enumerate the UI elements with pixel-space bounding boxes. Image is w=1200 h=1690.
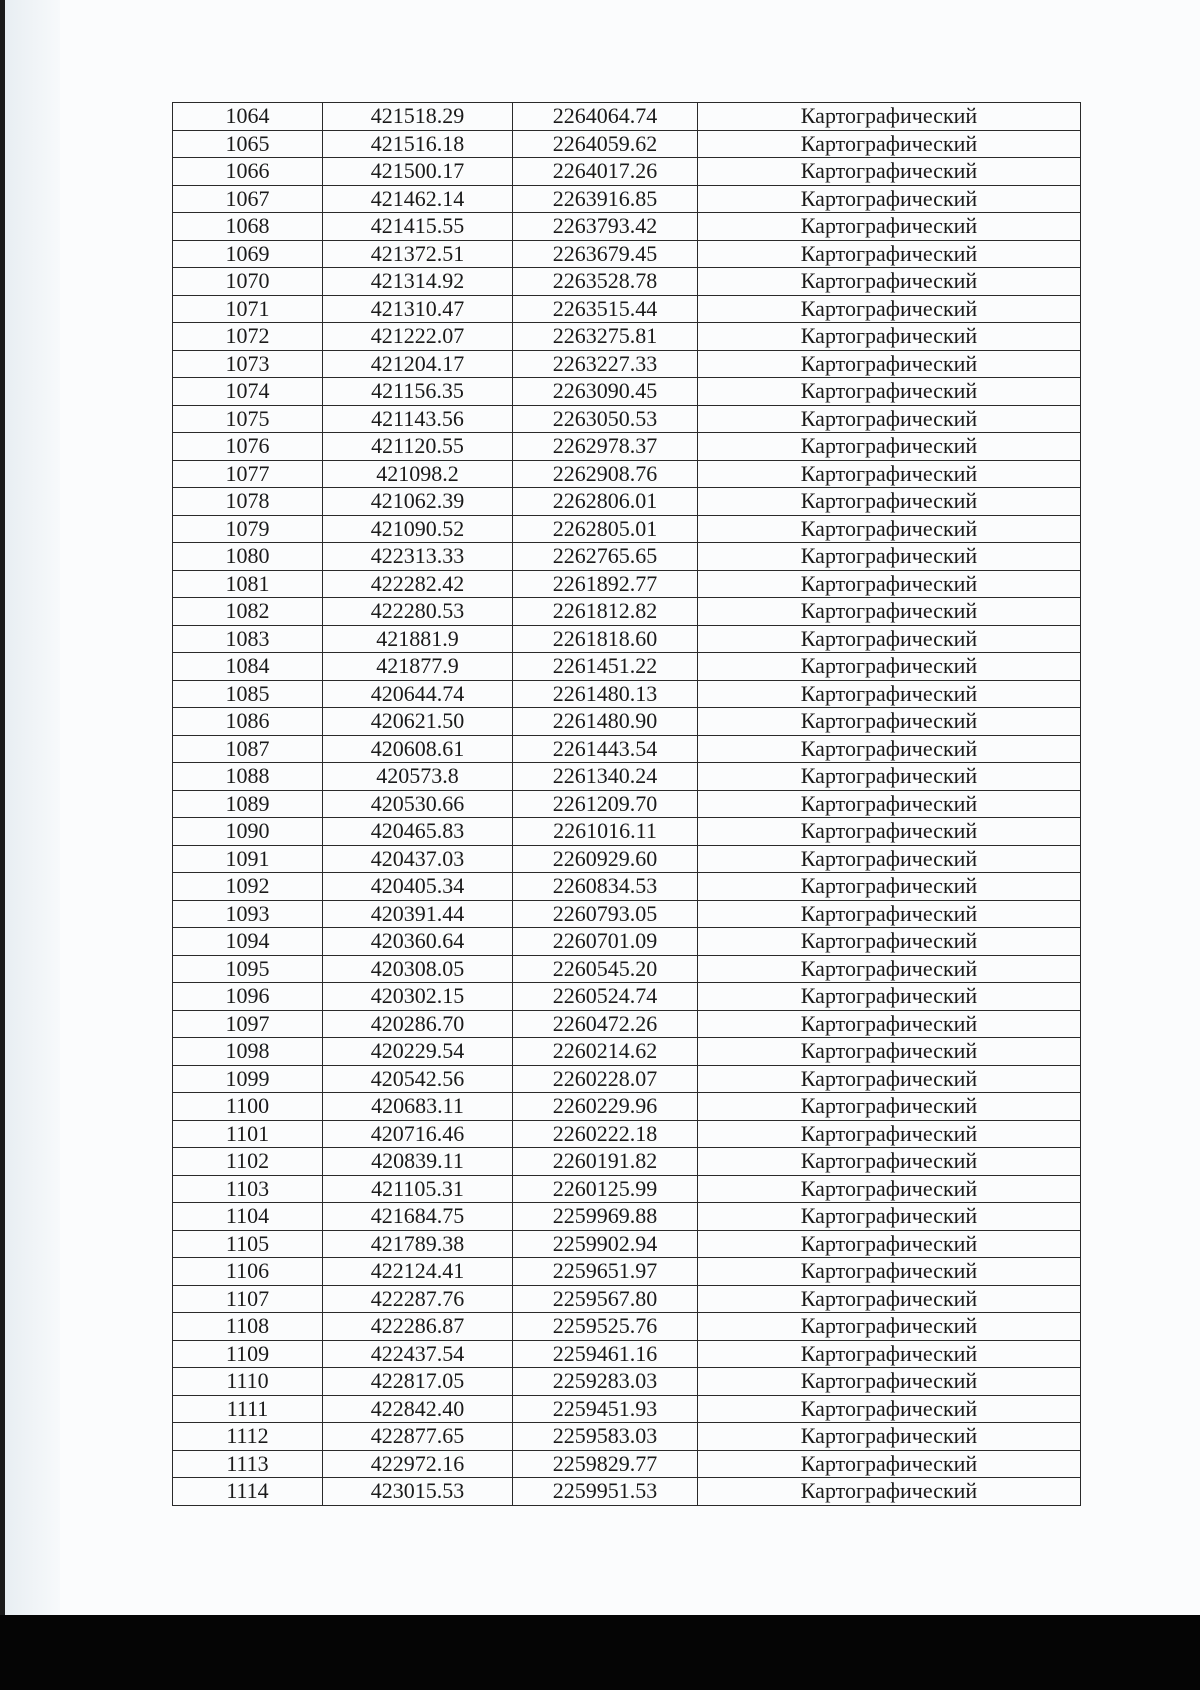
table-row [173, 1010, 1081, 1038]
method-cell: Картографический [698, 240, 1081, 268]
point-number-cell: 1065 [173, 130, 323, 158]
table-row [173, 1395, 1081, 1423]
point-number-cell: 1114 [173, 1478, 323, 1506]
y-coordinate-cell: 2259829.77 [513, 1450, 698, 1478]
point-number-cell: 1106 [173, 1258, 323, 1286]
point-number-cell: 1079 [173, 515, 323, 543]
table-row [173, 570, 1081, 598]
x-coordinate-cell: 422842.40 [323, 1395, 513, 1423]
x-coordinate-cell: 422972.16 [323, 1450, 513, 1478]
table-row [173, 763, 1081, 791]
method-cell: Картографический [698, 1148, 1081, 1176]
x-coordinate-cell: 421881.9 [323, 625, 513, 653]
y-coordinate-cell: 2260701.09 [513, 928, 698, 956]
y-coordinate-cell: 2259651.97 [513, 1258, 698, 1286]
y-coordinate-cell: 2263050.53 [513, 405, 698, 433]
method-cell: Картографический [698, 1120, 1081, 1148]
point-number-cell: 1092 [173, 873, 323, 901]
x-coordinate-cell: 420405.34 [323, 873, 513, 901]
table-row [173, 1478, 1081, 1506]
y-coordinate-cell: 2261818.60 [513, 625, 698, 653]
method-cell: Картографический [698, 350, 1081, 378]
y-coordinate-cell: 2261892.77 [513, 570, 698, 598]
x-coordinate-cell: 422124.41 [323, 1258, 513, 1286]
point-number-cell: 1101 [173, 1120, 323, 1148]
table-row [173, 1313, 1081, 1341]
method-cell: Картографический [698, 900, 1081, 928]
method-cell: Картографический [698, 1478, 1081, 1506]
method-cell: Картографический [698, 928, 1081, 956]
table-row [173, 1148, 1081, 1176]
point-number-cell: 1098 [173, 1038, 323, 1066]
y-coordinate-cell: 2259451.93 [513, 1395, 698, 1423]
x-coordinate-cell: 421877.9 [323, 653, 513, 681]
method-cell: Картографический [698, 1368, 1081, 1396]
point-number-cell: 1086 [173, 708, 323, 736]
x-coordinate-cell: 422282.42 [323, 570, 513, 598]
table-row [173, 790, 1081, 818]
y-coordinate-cell: 2262765.65 [513, 543, 698, 571]
table-row [173, 653, 1081, 681]
coordinates-table [172, 102, 1081, 1506]
y-coordinate-cell: 2259283.03 [513, 1368, 698, 1396]
x-coordinate-cell: 421090.52 [323, 515, 513, 543]
x-coordinate-cell: 421143.56 [323, 405, 513, 433]
y-coordinate-cell: 2261443.54 [513, 735, 698, 763]
table-row [173, 1093, 1081, 1121]
table-row [173, 873, 1081, 901]
x-coordinate-cell: 421500.17 [323, 158, 513, 186]
method-cell: Картографический [698, 158, 1081, 186]
table-row [173, 680, 1081, 708]
method-cell: Картографический [698, 1423, 1081, 1451]
table-row [173, 983, 1081, 1011]
point-number-cell: 1075 [173, 405, 323, 433]
x-coordinate-cell: 422437.54 [323, 1340, 513, 1368]
x-coordinate-cell: 420360.64 [323, 928, 513, 956]
table-row [173, 350, 1081, 378]
table-row [173, 323, 1081, 351]
point-number-cell: 1094 [173, 928, 323, 956]
method-cell: Картографический [698, 1093, 1081, 1121]
point-number-cell: 1069 [173, 240, 323, 268]
x-coordinate-cell: 421204.17 [323, 350, 513, 378]
method-cell: Картографический [698, 955, 1081, 983]
point-number-cell: 1071 [173, 295, 323, 323]
point-number-cell: 1096 [173, 983, 323, 1011]
method-cell: Картографический [698, 488, 1081, 516]
x-coordinate-cell: 422313.33 [323, 543, 513, 571]
point-number-cell: 1111 [173, 1395, 323, 1423]
point-number-cell: 1084 [173, 653, 323, 681]
method-cell: Картографический [698, 1230, 1081, 1258]
table-row [173, 185, 1081, 213]
method-cell: Картографический [698, 598, 1081, 626]
point-number-cell: 1072 [173, 323, 323, 351]
method-cell: Картографический [698, 1203, 1081, 1231]
table-row [173, 543, 1081, 571]
table-row [173, 708, 1081, 736]
x-coordinate-cell: 422287.76 [323, 1285, 513, 1313]
x-coordinate-cell: 421156.35 [323, 378, 513, 406]
table-row [173, 1450, 1081, 1478]
point-number-cell: 1067 [173, 185, 323, 213]
point-number-cell: 1099 [173, 1065, 323, 1093]
table-row [173, 1120, 1081, 1148]
point-number-cell: 1103 [173, 1175, 323, 1203]
method-cell: Картографический [698, 845, 1081, 873]
x-coordinate-cell: 421684.75 [323, 1203, 513, 1231]
x-coordinate-cell: 420839.11 [323, 1148, 513, 1176]
method-cell: Картографический [698, 1010, 1081, 1038]
y-coordinate-cell: 2260793.05 [513, 900, 698, 928]
y-coordinate-cell: 2260214.62 [513, 1038, 698, 1066]
table-row [173, 1203, 1081, 1231]
x-coordinate-cell: 420229.54 [323, 1038, 513, 1066]
y-coordinate-cell: 2260229.96 [513, 1093, 698, 1121]
point-number-cell: 1082 [173, 598, 323, 626]
x-coordinate-cell: 422817.05 [323, 1368, 513, 1396]
y-coordinate-cell: 2261016.11 [513, 818, 698, 846]
method-cell: Картографический [698, 1038, 1081, 1066]
method-cell: Картографический [698, 323, 1081, 351]
y-coordinate-cell: 2259583.03 [513, 1423, 698, 1451]
point-number-cell: 1070 [173, 268, 323, 296]
point-number-cell: 1107 [173, 1285, 323, 1313]
method-cell: Картографический [698, 295, 1081, 323]
point-number-cell: 1112 [173, 1423, 323, 1451]
method-cell: Картографический [698, 653, 1081, 681]
method-cell: Картографический [698, 873, 1081, 901]
point-number-cell: 1105 [173, 1230, 323, 1258]
y-coordinate-cell: 2263793.42 [513, 213, 698, 241]
y-coordinate-cell: 2262806.01 [513, 488, 698, 516]
point-number-cell: 1077 [173, 460, 323, 488]
x-coordinate-cell: 421314.92 [323, 268, 513, 296]
y-coordinate-cell: 2260222.18 [513, 1120, 698, 1148]
point-number-cell: 1083 [173, 625, 323, 653]
y-coordinate-cell: 2261480.90 [513, 708, 698, 736]
y-coordinate-cell: 2261340.24 [513, 763, 698, 791]
x-coordinate-cell: 421516.18 [323, 130, 513, 158]
scan-bottom-band [0, 1615, 1200, 1690]
point-number-cell: 1085 [173, 680, 323, 708]
table-row [173, 1038, 1081, 1066]
x-coordinate-cell: 420308.05 [323, 955, 513, 983]
x-coordinate-cell: 420621.50 [323, 708, 513, 736]
method-cell: Картографический [698, 983, 1081, 1011]
x-coordinate-cell: 423015.53 [323, 1478, 513, 1506]
method-cell: Картографический [698, 405, 1081, 433]
point-number-cell: 1089 [173, 790, 323, 818]
method-cell: Картографический [698, 268, 1081, 296]
method-cell: Картографический [698, 103, 1081, 131]
method-cell: Картографический [698, 1450, 1081, 1478]
method-cell: Картографический [698, 213, 1081, 241]
y-coordinate-cell: 2264059.62 [513, 130, 698, 158]
x-coordinate-cell: 422286.87 [323, 1313, 513, 1341]
method-cell: Картографический [698, 570, 1081, 598]
point-number-cell: 1102 [173, 1148, 323, 1176]
coordinates-table-body [173, 103, 1081, 1506]
x-coordinate-cell: 421310.47 [323, 295, 513, 323]
table-row [173, 158, 1081, 186]
point-number-cell: 1113 [173, 1450, 323, 1478]
point-number-cell: 1068 [173, 213, 323, 241]
table-row [173, 625, 1081, 653]
y-coordinate-cell: 2259525.76 [513, 1313, 698, 1341]
method-cell: Картографический [698, 378, 1081, 406]
y-coordinate-cell: 2260472.26 [513, 1010, 698, 1038]
y-coordinate-cell: 2260929.60 [513, 845, 698, 873]
y-coordinate-cell: 2263227.33 [513, 350, 698, 378]
x-coordinate-cell: 421222.07 [323, 323, 513, 351]
table-row [173, 1175, 1081, 1203]
method-cell: Картографический [698, 763, 1081, 791]
table-row [173, 213, 1081, 241]
method-cell: Картографический [698, 130, 1081, 158]
x-coordinate-cell: 420286.70 [323, 1010, 513, 1038]
table-row [173, 460, 1081, 488]
x-coordinate-cell: 420644.74 [323, 680, 513, 708]
table-row [173, 268, 1081, 296]
scan-left-shadow [5, 0, 60, 1615]
method-cell: Картографический [698, 460, 1081, 488]
y-coordinate-cell: 2263916.85 [513, 185, 698, 213]
y-coordinate-cell: 2259567.80 [513, 1285, 698, 1313]
table-row [173, 735, 1081, 763]
y-coordinate-cell: 2263275.81 [513, 323, 698, 351]
point-number-cell: 1081 [173, 570, 323, 598]
point-number-cell: 1080 [173, 543, 323, 571]
x-coordinate-cell: 420716.46 [323, 1120, 513, 1148]
x-coordinate-cell: 420391.44 [323, 900, 513, 928]
point-number-cell: 1093 [173, 900, 323, 928]
point-number-cell: 1088 [173, 763, 323, 791]
x-coordinate-cell: 421789.38 [323, 1230, 513, 1258]
point-number-cell: 1108 [173, 1313, 323, 1341]
table-row [173, 515, 1081, 543]
point-number-cell: 1078 [173, 488, 323, 516]
method-cell: Картографический [698, 1258, 1081, 1286]
method-cell: Картографический [698, 515, 1081, 543]
method-cell: Картографический [698, 680, 1081, 708]
table-row [173, 130, 1081, 158]
method-cell: Картографический [698, 1175, 1081, 1203]
y-coordinate-cell: 2259951.53 [513, 1478, 698, 1506]
table-row [173, 845, 1081, 873]
method-cell: Картографический [698, 543, 1081, 571]
table-row [173, 378, 1081, 406]
point-number-cell: 1097 [173, 1010, 323, 1038]
table-row [173, 1258, 1081, 1286]
y-coordinate-cell: 2259461.16 [513, 1340, 698, 1368]
table-row [173, 818, 1081, 846]
x-coordinate-cell: 420608.61 [323, 735, 513, 763]
point-number-cell: 1087 [173, 735, 323, 763]
table-row [173, 598, 1081, 626]
x-coordinate-cell: 421518.29 [323, 103, 513, 131]
x-coordinate-cell: 421098.2 [323, 460, 513, 488]
x-coordinate-cell: 420465.83 [323, 818, 513, 846]
point-number-cell: 1073 [173, 350, 323, 378]
y-coordinate-cell: 2262908.76 [513, 460, 698, 488]
y-coordinate-cell: 2260125.99 [513, 1175, 698, 1203]
point-number-cell: 1091 [173, 845, 323, 873]
table-row [173, 1340, 1081, 1368]
point-number-cell: 1110 [173, 1368, 323, 1396]
y-coordinate-cell: 2263528.78 [513, 268, 698, 296]
x-coordinate-cell: 420542.56 [323, 1065, 513, 1093]
method-cell: Картографический [698, 735, 1081, 763]
y-coordinate-cell: 2260834.53 [513, 873, 698, 901]
table-row [173, 103, 1081, 131]
table-row [173, 900, 1081, 928]
y-coordinate-cell: 2259969.88 [513, 1203, 698, 1231]
point-number-cell: 1076 [173, 433, 323, 461]
table-row [173, 955, 1081, 983]
x-coordinate-cell: 421372.51 [323, 240, 513, 268]
x-coordinate-cell: 421462.14 [323, 185, 513, 213]
method-cell: Картографический [698, 1340, 1081, 1368]
method-cell: Картографический [698, 1285, 1081, 1313]
y-coordinate-cell: 2262978.37 [513, 433, 698, 461]
table-row [173, 1285, 1081, 1313]
x-coordinate-cell: 421105.31 [323, 1175, 513, 1203]
point-number-cell: 1095 [173, 955, 323, 983]
x-coordinate-cell: 420530.66 [323, 790, 513, 818]
table-row [173, 433, 1081, 461]
y-coordinate-cell: 2259902.94 [513, 1230, 698, 1258]
table-row [173, 1065, 1081, 1093]
y-coordinate-cell: 2263515.44 [513, 295, 698, 323]
x-coordinate-cell: 422877.65 [323, 1423, 513, 1451]
method-cell: Картографический [698, 818, 1081, 846]
y-coordinate-cell: 2260191.82 [513, 1148, 698, 1176]
y-coordinate-cell: 2264064.74 [513, 103, 698, 131]
method-cell: Картографический [698, 625, 1081, 653]
x-coordinate-cell: 421062.39 [323, 488, 513, 516]
y-coordinate-cell: 2260524.74 [513, 983, 698, 1011]
method-cell: Картографический [698, 185, 1081, 213]
y-coordinate-cell: 2263679.45 [513, 240, 698, 268]
y-coordinate-cell: 2264017.26 [513, 158, 698, 186]
point-number-cell: 1104 [173, 1203, 323, 1231]
y-coordinate-cell: 2261451.22 [513, 653, 698, 681]
x-coordinate-cell: 420437.03 [323, 845, 513, 873]
point-number-cell: 1074 [173, 378, 323, 406]
method-cell: Картографический [698, 1395, 1081, 1423]
point-number-cell: 1066 [173, 158, 323, 186]
x-coordinate-cell: 421120.55 [323, 433, 513, 461]
x-coordinate-cell: 420302.15 [323, 983, 513, 1011]
method-cell: Картографический [698, 708, 1081, 736]
y-coordinate-cell: 2263090.45 [513, 378, 698, 406]
table-row [173, 295, 1081, 323]
x-coordinate-cell: 420683.11 [323, 1093, 513, 1121]
table-row [173, 488, 1081, 516]
y-coordinate-cell: 2262805.01 [513, 515, 698, 543]
y-coordinate-cell: 2261812.82 [513, 598, 698, 626]
x-coordinate-cell: 421415.55 [323, 213, 513, 241]
point-number-cell: 1100 [173, 1093, 323, 1121]
table-row [173, 1423, 1081, 1451]
method-cell: Картографический [698, 433, 1081, 461]
table-row [173, 240, 1081, 268]
y-coordinate-cell: 2261209.70 [513, 790, 698, 818]
method-cell: Картографический [698, 1065, 1081, 1093]
table-row [173, 928, 1081, 956]
point-number-cell: 1109 [173, 1340, 323, 1368]
y-coordinate-cell: 2260228.07 [513, 1065, 698, 1093]
y-coordinate-cell: 2261480.13 [513, 680, 698, 708]
table-row [173, 1368, 1081, 1396]
x-coordinate-cell: 422280.53 [323, 598, 513, 626]
table-row [173, 405, 1081, 433]
table-row [173, 1230, 1081, 1258]
point-number-cell: 1064 [173, 103, 323, 131]
x-coordinate-cell: 420573.8 [323, 763, 513, 791]
y-coordinate-cell: 2260545.20 [513, 955, 698, 983]
point-number-cell: 1090 [173, 818, 323, 846]
method-cell: Картографический [698, 790, 1081, 818]
method-cell: Картографический [698, 1313, 1081, 1341]
